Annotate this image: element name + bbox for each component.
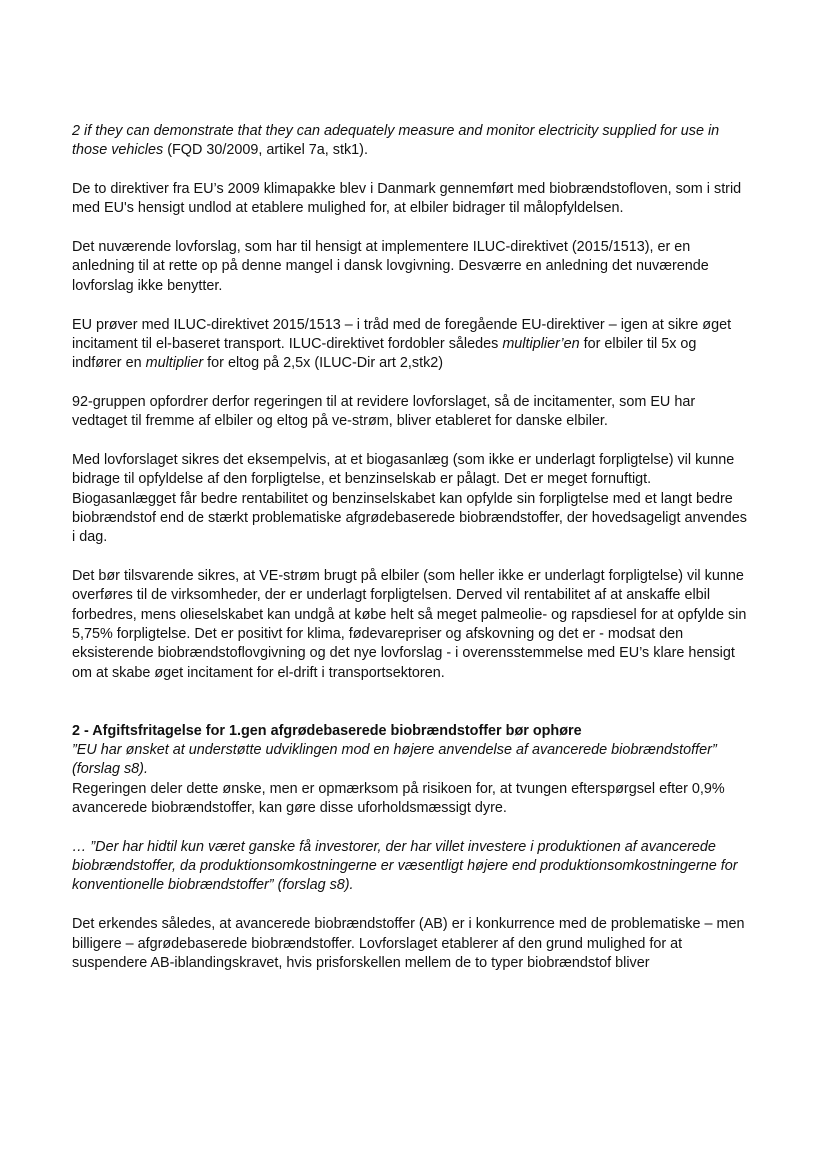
paragraph-fqd-citation	[72, 122, 748, 161]
document-body	[72, 122, 748, 993]
iluc-text-a: EU prøver med ILUC-direktivet 2015/1513 – i tråd med de foregående EU-direktiver – igen at sikre øget incitament til el-baseret transport. ILUC-direktivet fordobler således	[72, 316, 732, 352]
iluc-multiplier-term: multiplier’en	[502, 335, 580, 352]
fqd-quote: 2 if they can demonstrate that they can adequately measure and monitor electricity supplied for use in those vehicles	[72, 123, 720, 159]
iluc-multiplier-term-2: multiplier	[145, 355, 204, 372]
iluc-text-e: for eltog på 2,5x (ILUC-Dir art 2,stk2)	[203, 355, 444, 372]
paragraph-ve-power: Det bør tilsvarende sikres, at VE-strøm brugt på elbiler (som heller ikke er underlagt forpligtelse) vil kunne overføres til de virksomheder, der er underlagt forpligtelsen. Derved vil rentabilitet af at anskaffe elbil forbedres, mens olieselskabet kan undgå at købe helt så meget palmeolie- og rapsdiesel for at opfylde sin 5,75% forpligtelse. Det er positivt for klima, fødevarepriser og afskovning og det er - modsat den eksisterende biobrændstoflovgivning og det nye lovforslag - i overensstemmelse med EU’s klare hensigt om at skabe øget incitament for el-drift i transportsektoren.	[72, 568, 747, 681]
paragraph-climate-package: De to direktiver fra EU’s 2009 klimapakke blev i Danmark gennemført med biobrændstofloven, som i strid med EU's hensigt undlod at etablere mulighed for, at elbiler bidrager til målopfyldelsen.	[72, 181, 742, 217]
paragraph-iluc-directive	[72, 316, 748, 374]
paragraph-government-wish: Regeringen deler dette ønske, men er opmærksom på risikoen for, at tvungen efterspørgsel efter 0,9% avancerede biobrændstoffer, kan gøre disse uforholdsmæssigt dyre.	[72, 780, 725, 817]
quote-eu-advanced-biofuels: ”EU har ønsket at understøtte udviklingen mod en højere anvendelse af avancerede biobrændstoffer” (forslag s8).	[72, 742, 717, 778]
quote-investors: … ”Der har hidtil kun været ganske få investorer, der har villet investere i produktionen af avancerede biobrændstoffer, da produktionsomkostningerne er væsentligt højere end produktionsomkostningerne for konventionelle biobrændstoffer” (forslag s8).	[72, 838, 738, 894]
paragraph-biogas-example: Med lovforslaget sikres det eksempelvis, at et biogasanlæg (som ikke er underlagt forpligtelse) vil kunne bidrage til opfyldelse af den forpligtelse, et benzinselskab er pålagt. Det er meget fornuftigt. Biogasanlægget får bedre rentabilitet og benzinselskabet kan opfylde sin forpligtelse med et langt bedre biobrændstof end de stærkt problematiske afgrødebaserede biobrændstoffer, der hovedsageligt anvendes i dag.	[72, 452, 747, 546]
section-spacer	[72, 702, 748, 722]
paragraph-92-group-call: 92-gruppen opfordrer derfor regeringen til at revidere lovforslaget, så de incitamenter, som EU har vedtaget til fremme af elbiler og eltog på ve-strøm, bliver etableret for danske elbiler.	[72, 393, 696, 430]
paragraph-current-bill: Det nuværende lovforslag, som har til hensigt at implementere ILUC-direktivet (2015/1513), er en anledning til at rette op på denne mangel i dansk lovgivning. Desværre en anledning det nuværende lovforslag ikke benytter.	[72, 239, 709, 294]
iluc-text-c: for elbiler til 5x og indfører en	[72, 335, 697, 372]
section-heading: 2 - Afgiftsfritagelse for 1.gen afgrødebaserede biobrændstoffer bør ophøre	[72, 722, 582, 739]
paragraph-competition: Det erkendes således, at avancerede biobrændstoffer (AB) er i konkurrence med de problematiske – men billigere – afgrødebaserede biobrændstoffer. Lovforslaget etablerer af den grund mulighed for at suspendere AB-iblandingskravet, hvis prisforskellen mellem de to typer biobrændstof bliver	[72, 916, 745, 971]
fqd-reference: (FQD 30/2009, artikel 7a, stk1).	[163, 142, 368, 159]
